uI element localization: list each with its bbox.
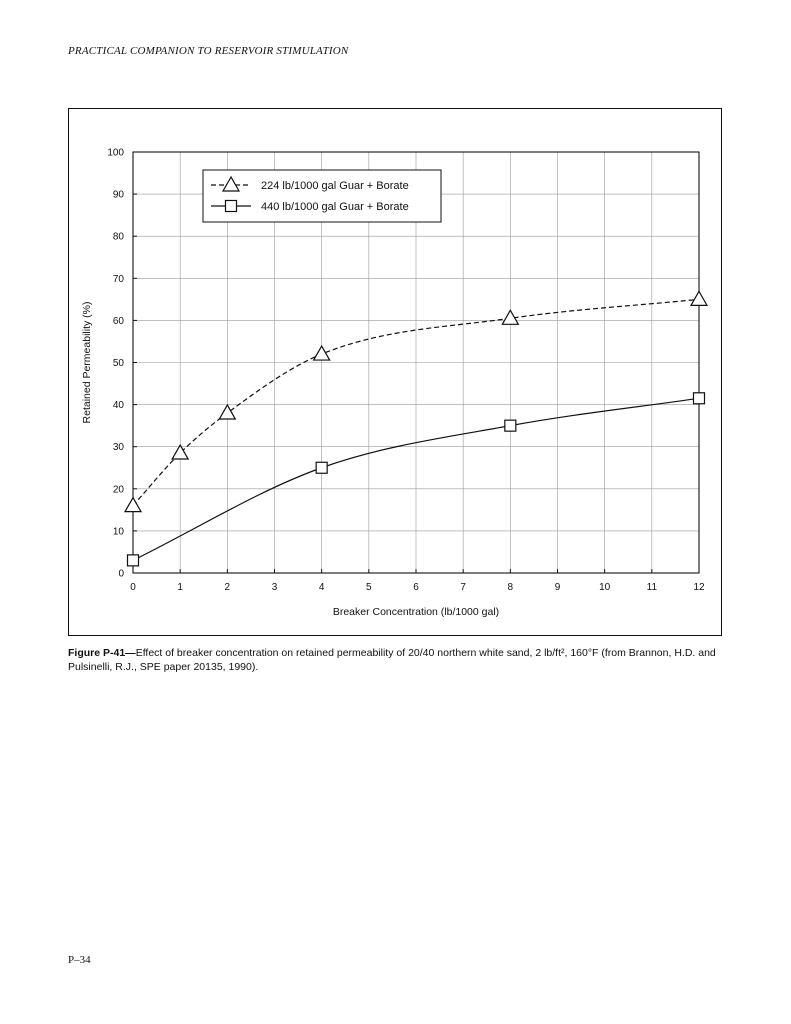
series-1-point: [219, 405, 235, 419]
y-tick-label: 60: [112, 315, 124, 327]
figure-label: Figure P-41—: [68, 647, 136, 659]
legend-label-1: 224 lb/1000 gal Guar + Borate: [261, 180, 409, 192]
y-tick-label: 40: [112, 400, 124, 412]
x-tick-label: 2: [224, 582, 231, 593]
x-tick-label: 6: [413, 582, 419, 593]
x-tick-label: 0: [130, 582, 136, 593]
x-tick-label: 8: [507, 582, 514, 593]
legend-marker-2: [226, 201, 237, 212]
figure-caption: [68, 646, 718, 674]
x-tick-label: 4: [318, 582, 325, 593]
y-tick-label: 100: [107, 147, 124, 159]
y-tick-label: 70: [112, 273, 124, 285]
x-tick-label: 9: [554, 582, 561, 593]
y-tick-label: 10: [112, 526, 124, 538]
x-tick-label: 11: [646, 582, 658, 593]
series-2-point: [505, 420, 516, 431]
y-tick-label: 50: [112, 358, 124, 369]
series-2-point: [316, 462, 327, 473]
running-head: PRACTICAL COMPANION TO RESERVOIR STIMULATION: [68, 45, 349, 57]
series-2-point: [694, 393, 705, 404]
series-2-point: [128, 555, 139, 566]
legend-label-2: 440 lb/1000 gal Guar + Borate: [261, 201, 409, 213]
series-1-point: [172, 445, 188, 459]
x-tick-label: 12: [693, 582, 705, 593]
legend: [203, 170, 441, 222]
y-tick-label: 20: [112, 484, 124, 496]
line-chart: [68, 108, 722, 636]
x-axis-title: Breaker Concentration (lb/1000 gal): [332, 606, 500, 618]
y-tick-label: 30: [112, 442, 124, 454]
x-tick-label: 7: [460, 582, 466, 593]
series-1-point: [691, 291, 707, 305]
caption-text: Effect of breaker concentration on retained permeability of 20/40 northern white sand, 2 lb/ft², 160°F (from Brannon, H.D. and Pulsinelli, R.J., SPE paper 20135, 1990).: [68, 647, 716, 673]
x-tick-label: 1: [177, 582, 183, 593]
y-tick-label: 90: [112, 189, 124, 201]
page-number: P–34: [68, 954, 91, 966]
x-tick-label: 3: [271, 582, 278, 593]
x-tick-label: 5: [366, 582, 372, 593]
x-tick-label: 10: [599, 582, 611, 593]
y-tick-label: 0: [118, 568, 124, 580]
y-tick-label: 80: [112, 231, 124, 243]
legend-box: [203, 170, 441, 222]
y-axis-title: Retained Permeability (%): [81, 301, 93, 424]
series-1-point: [314, 346, 330, 360]
